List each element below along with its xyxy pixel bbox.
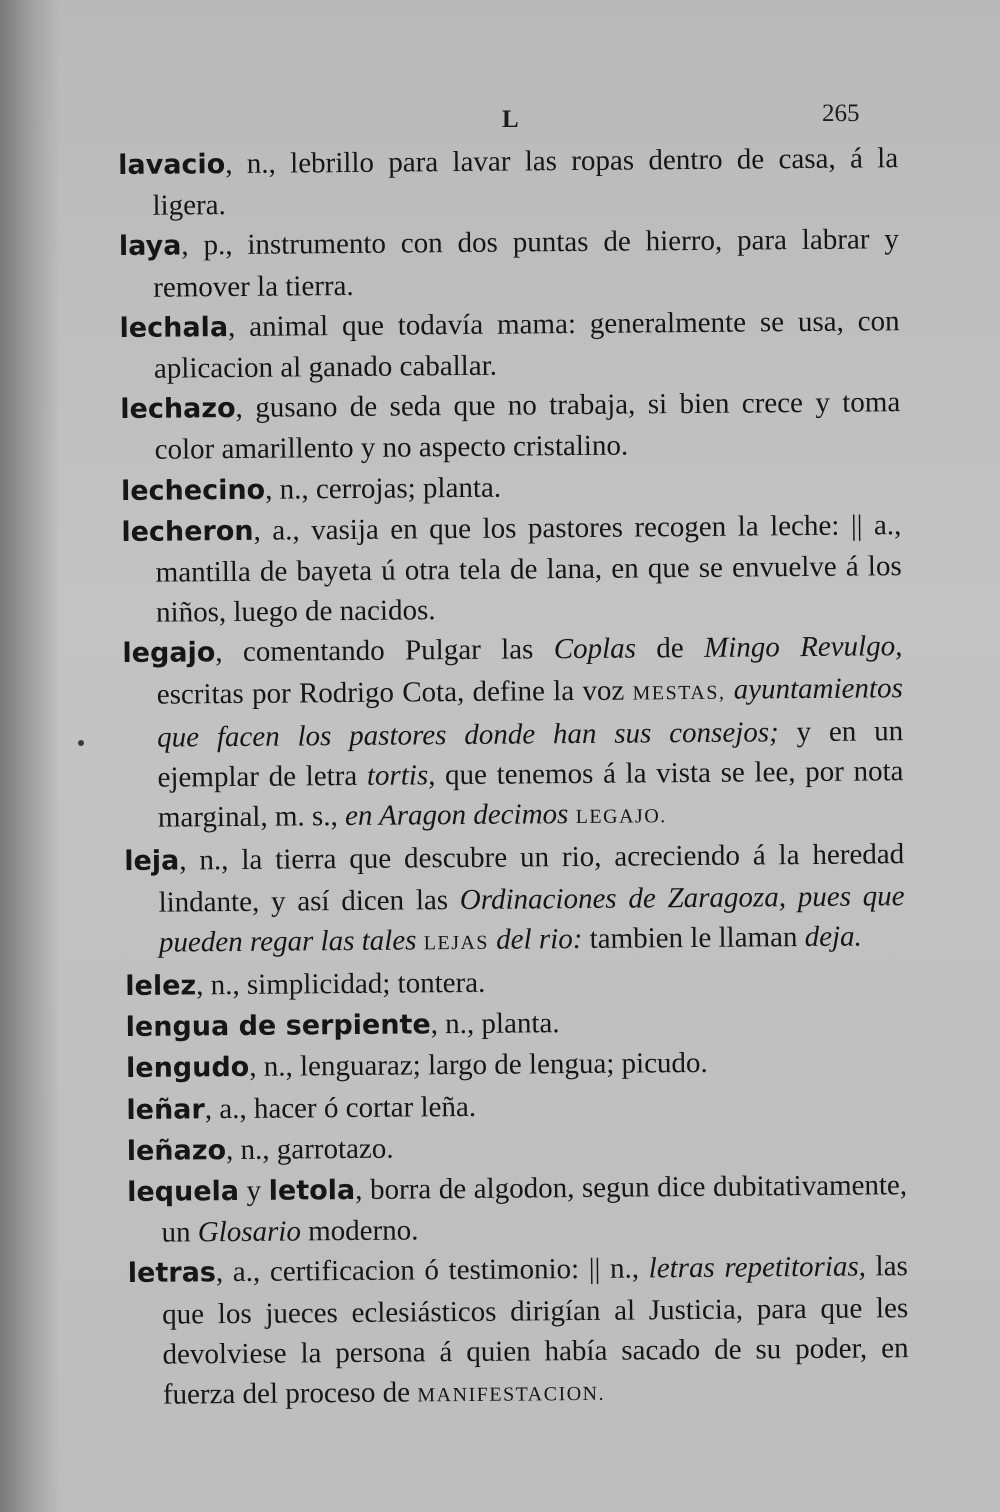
- headword: lechecino: [120, 474, 266, 507]
- definition: , n., lenguaraz; largo de lengua; picudo.: [249, 1047, 708, 1084]
- definition: , a., vasija en que los pastores recogen la leche: || a., mantilla de bayeta ú otra tela de lana, en que se envuelve á los niños, luego de nacidos.: [155, 509, 902, 629]
- headword-variant: letola: [268, 1175, 356, 1207]
- definition-text: , a., certificacion ó testimonio: || n.,: [215, 1252, 649, 1289]
- definition: , p., instrumento con dos puntas de hierro, para labrar y remover la tierra.: [153, 223, 899, 304]
- small-caps-term: MANIFESTACION.: [417, 1382, 606, 1407]
- headword: laya: [118, 230, 182, 263]
- section-letter: L: [502, 106, 519, 133]
- entry-letras: [128, 1247, 909, 1419]
- definition: , n., cerrojas; planta.: [265, 471, 502, 506]
- italic-title: Mingo Revulgo,: [703, 630, 903, 665]
- definition-text: , comentando Pulgar las: [215, 633, 554, 669]
- headword: lengua de serpiente: [125, 1009, 431, 1044]
- definition-text: tambien le llaman: [582, 920, 805, 955]
- definition-text: las que los jueces eclesiásticos dirigían al Justicia, para que les devolviese la persona á quien había sacado de su poder, en fuerza del proceso de: [162, 1250, 909, 1411]
- headword: letras: [127, 1257, 217, 1290]
- entry-lengua-de-serpiente: [126, 1000, 906, 1048]
- headword: lechazo: [120, 393, 236, 426]
- headword: lechala: [119, 311, 229, 344]
- headword: legajo: [122, 637, 216, 670]
- entry-lelez: [125, 959, 905, 1007]
- entry-lengudo: [126, 1042, 906, 1090]
- definition: , gusano de seda que no trabaja, si bien crece y toma color amarillento y no aspecto cristalino.: [154, 386, 901, 467]
- headword: leja: [124, 845, 180, 878]
- italic-term: letras repetitorias,: [648, 1251, 867, 1285]
- definition: , n., simplicidad; tontera.: [196, 966, 486, 1002]
- italic-title: Coplas: [553, 632, 637, 666]
- definition: , animal que todavía mama: generalmente se usa, con aplicacion al ganado caballar.: [153, 304, 900, 385]
- entry-lenazo: [127, 1124, 907, 1172]
- italic-quote: del rio:: [496, 922, 583, 956]
- entry-lenar: [126, 1083, 906, 1131]
- entry-lechala: [119, 301, 900, 389]
- entry-lavacio: [118, 138, 899, 226]
- italic-term: deja.: [804, 920, 862, 953]
- definition-text: y en un ejemplar de letra: [157, 715, 904, 794]
- headword: lavacio: [118, 149, 226, 181]
- definition-text: de: [635, 632, 705, 665]
- entry-lechecino: [121, 464, 901, 512]
- entry-legajo: [122, 627, 904, 842]
- definition-text: , n., la tierra que descubre un rio, acreciendo á la heredad lindante, y así dicen las: [158, 838, 905, 919]
- italic-quote: en Aragon decimos: [344, 798, 569, 833]
- definition: , n., planta.: [430, 1007, 560, 1041]
- definition: , n., garrotazo.: [225, 1132, 394, 1166]
- small-caps-term: MESTAS,: [632, 681, 726, 705]
- headword: lengudo: [125, 1052, 250, 1085]
- headword: lecheron: [121, 515, 254, 548]
- definition: , n., lebrillo para lavar las ropas dentro de casa, á la ligera.: [152, 142, 899, 222]
- italic-term: tortis,: [366, 759, 436, 792]
- entry-laya: [119, 220, 900, 308]
- definition-text: moderno.: [300, 1214, 419, 1248]
- entry-lecheron: [121, 505, 902, 633]
- definition-text: [725, 673, 734, 705]
- italic-quote: Ordinaciones de Zaragoza, pues que pueden regar las tales: [158, 879, 905, 959]
- headword: lequela: [127, 1176, 240, 1209]
- headword: leñar: [126, 1093, 205, 1126]
- definition: , a., hacer ó cortar leña.: [204, 1090, 477, 1125]
- page-gutter-shadow: [0, 0, 60, 1512]
- entry-leja: [124, 835, 905, 966]
- entry-lequela: [127, 1165, 908, 1253]
- definition-text: y: [238, 1174, 269, 1208]
- italic-title: Glosario: [197, 1215, 302, 1249]
- small-caps-term: LEGAJO.: [575, 805, 667, 829]
- definition-text: , borra de algodon, segun dice dubitativamente, un: [161, 1169, 908, 1249]
- headword: lelez: [125, 970, 197, 1003]
- definition-text: que tenemos á la vista se lee, por nota marginal, m. s.,: [157, 755, 904, 834]
- entry-lechazo: [120, 382, 901, 470]
- running-header: [0, 100, 1000, 140]
- small-caps-term: LEJAS: [423, 931, 490, 955]
- italic-quote: ayuntamientos que facen los pastores donde han sus consejos;: [157, 671, 903, 754]
- page-number: 265: [822, 100, 860, 127]
- definition-text: escritas por Rodrigo Cota, define la voz: [156, 674, 633, 711]
- dictionary-text: [118, 138, 909, 1418]
- ink-speck: [78, 740, 84, 746]
- headword: leñazo: [126, 1134, 227, 1167]
